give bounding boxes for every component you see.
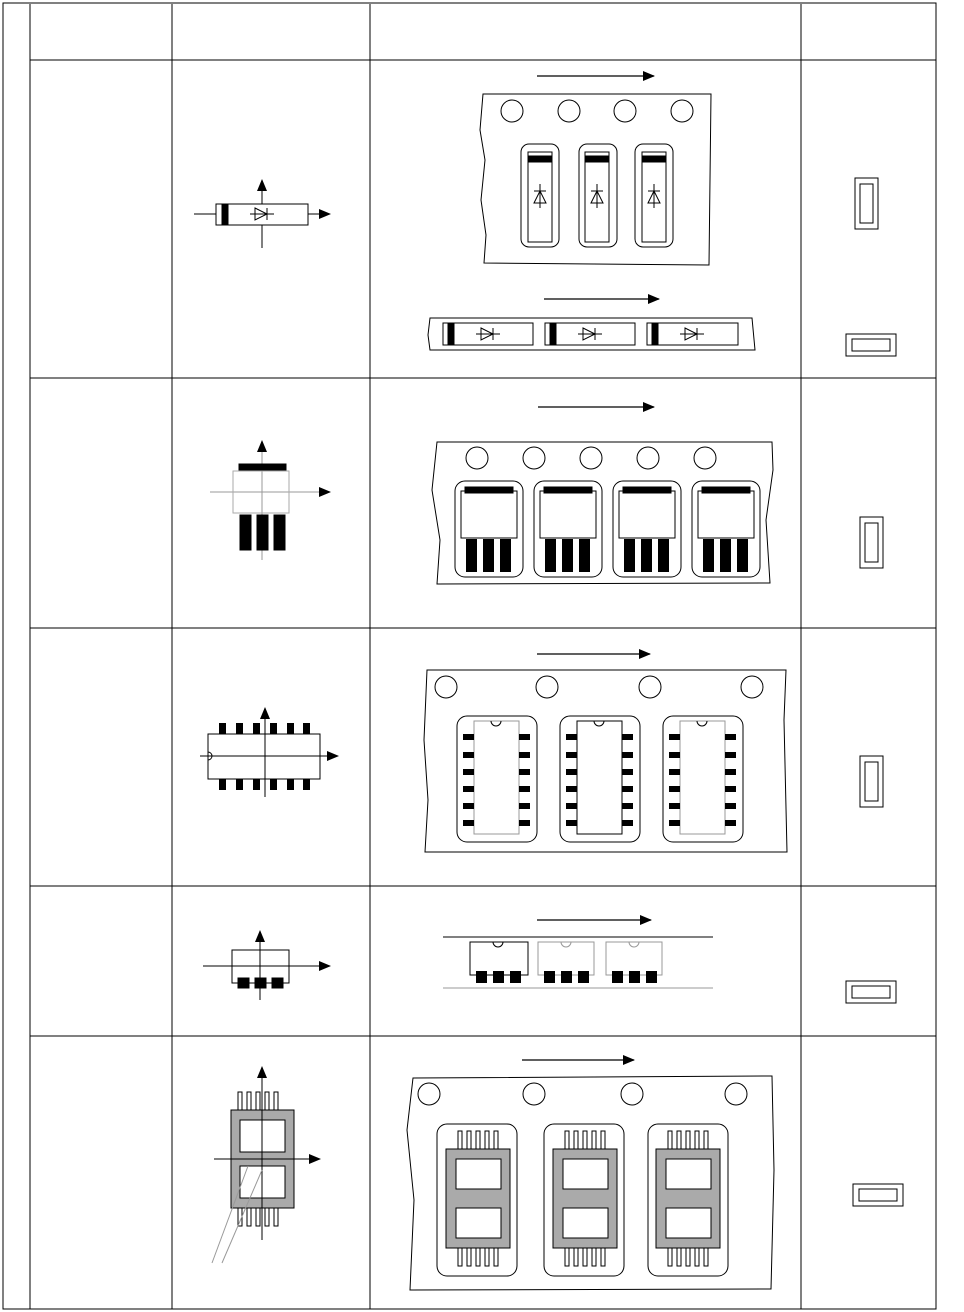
vertical-window-icon — [855, 178, 878, 229]
sot23-tape-icon — [443, 920, 713, 988]
diode-tape-icon — [428, 76, 755, 350]
sot23-icon — [203, 931, 330, 1000]
horizontal-window-icon — [846, 334, 896, 356]
vertical-window-icon-3 — [860, 756, 883, 807]
sot-transistor-icon — [210, 440, 330, 560]
horizontal-window-icon-2 — [846, 981, 896, 1003]
axial-diode-icon — [194, 180, 330, 248]
horizontal-window-icon-3 — [853, 1184, 903, 1206]
sot-carrier-tape-icon — [432, 407, 773, 584]
module-carrier-tape-icon — [407, 1060, 774, 1290]
dual-display-module-icon — [212, 1067, 320, 1263]
vertical-window-icon-2 — [860, 517, 883, 568]
soic-carrier-tape-icon — [424, 654, 787, 852]
soic-ic-icon — [200, 708, 338, 797]
